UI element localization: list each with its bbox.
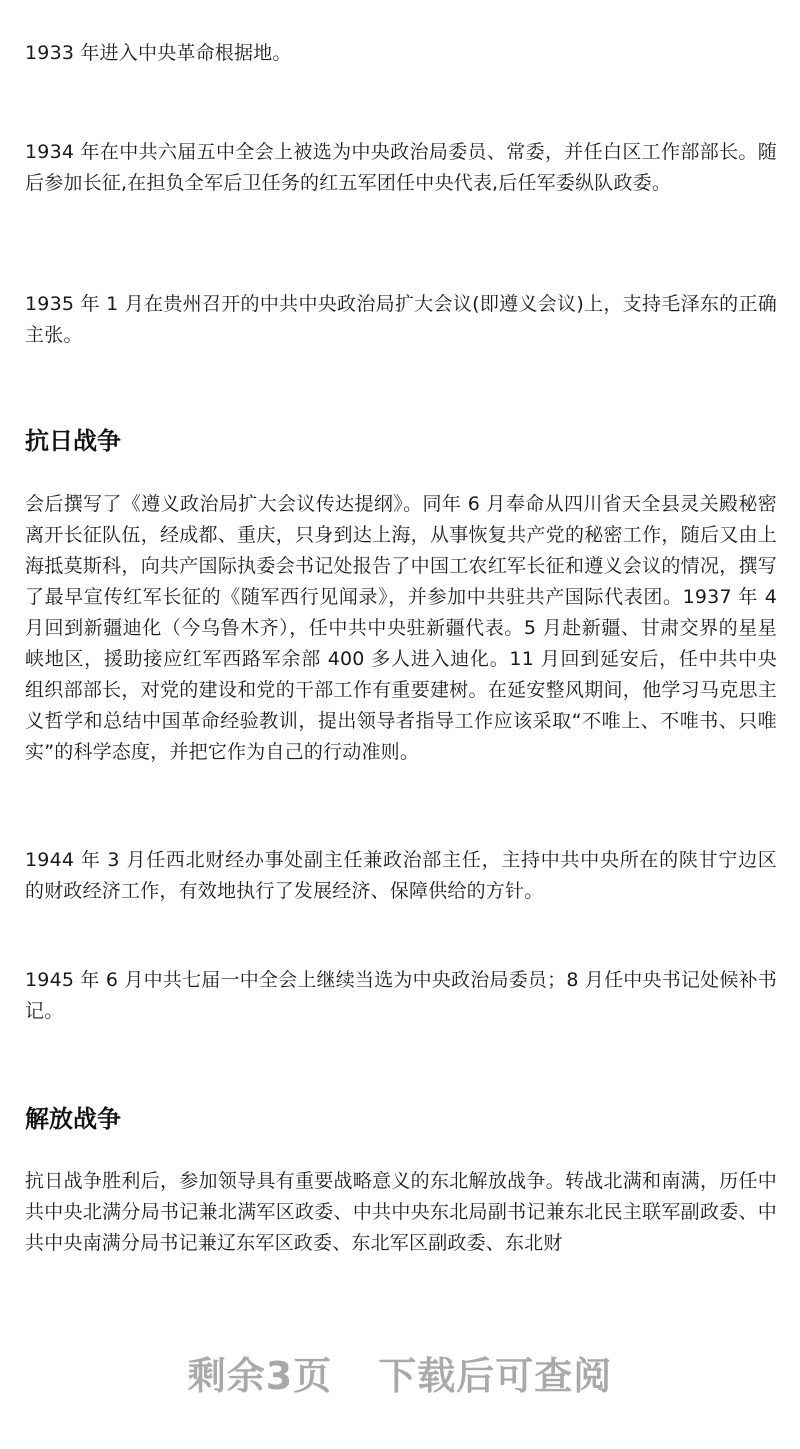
paragraph-1944: 1944 年 3 月任西北财经办事处副主任兼政治部主任，主持中共中央所在的陕甘宁边区的财政经济工作，有效地执行了发展经济、保障供给的方针。 <box>25 849 777 902</box>
remaining-pages-label: 剩余3页 <box>187 1354 333 1398</box>
download-prompt[interactable] <box>0 1345 800 1400</box>
paragraph-liberation-war: 抗日战争胜利后，参加领导具有重要战略意义的东北解放战争。转战北满和南满，历任中共中央北满分局书记兼北满军区政委、中共中央东北局副书记兼东北民主联军副政委、中共中央南满分局书记兼辽东军区政委、东北军区副政委、东北财 <box>25 1170 777 1254</box>
section-heading-anti-japanese-war: 抗日战争 <box>25 427 121 455</box>
paragraph-1935: 1935 年 1 月在贵州召开的中共中央政治局扩大会议(即遵义会议)上，支持毛泽东的正确主张。 <box>25 293 777 346</box>
paragraph-1933: 1933 年进入中央革命根据地。 <box>25 42 292 64</box>
section-heading-liberation-war: 解放战争 <box>25 1105 121 1133</box>
paragraph-1945: 1945 年 6 月中共七届一中全会上继续当选为中央政治局委员；8 月任中央书记处候补书记。 <box>25 969 777 1022</box>
paragraph-1934: 1934 年在中共六届五中全会上被选为中央政治局委员、常委，并任白区工作部部长。随后参加长征,在担负全军后卫任务的红五军团任中央代表,后任军委纵队政委。 <box>25 141 777 194</box>
download-to-view-label: 下载后可查阅 <box>378 1354 613 1398</box>
paragraph-zunyi-aftermath: 会后撰写了《遵义政治局扩大会议传达提纲》。同年 6 月奉命从四川省天全县灵关殿秘密离开长征队伍，经成都、重庆，只身到达上海，从事恢复共产党的秘密工作，随后又由上海抵莫斯科，向共产国际执委会书记处报告了中国工农红军长征和遵义会议的情况，撰写了最早宣传红军长征的《随军西行见闻录》，并参加中共驻共产国际代表团。1937 年 4 月回到新疆迪化（今乌鲁木齐），任中共中央驻新疆代表。5 月赴新疆、甘肃交界的星星峡地区，援助接应红军西路军余部 400 多人进入迪化。11 月回到延安后，任中共中央组织部部长，对党的建设和党的干部工作有重要建树。在延安整风期间，他学习马克思主义哲学和总结中国革命经验教训，提出领导者指导工作应该采取“不唯上、不唯书、只唯实”的科学态度，并把它作为自己的行动准则。 <box>25 493 777 763</box>
